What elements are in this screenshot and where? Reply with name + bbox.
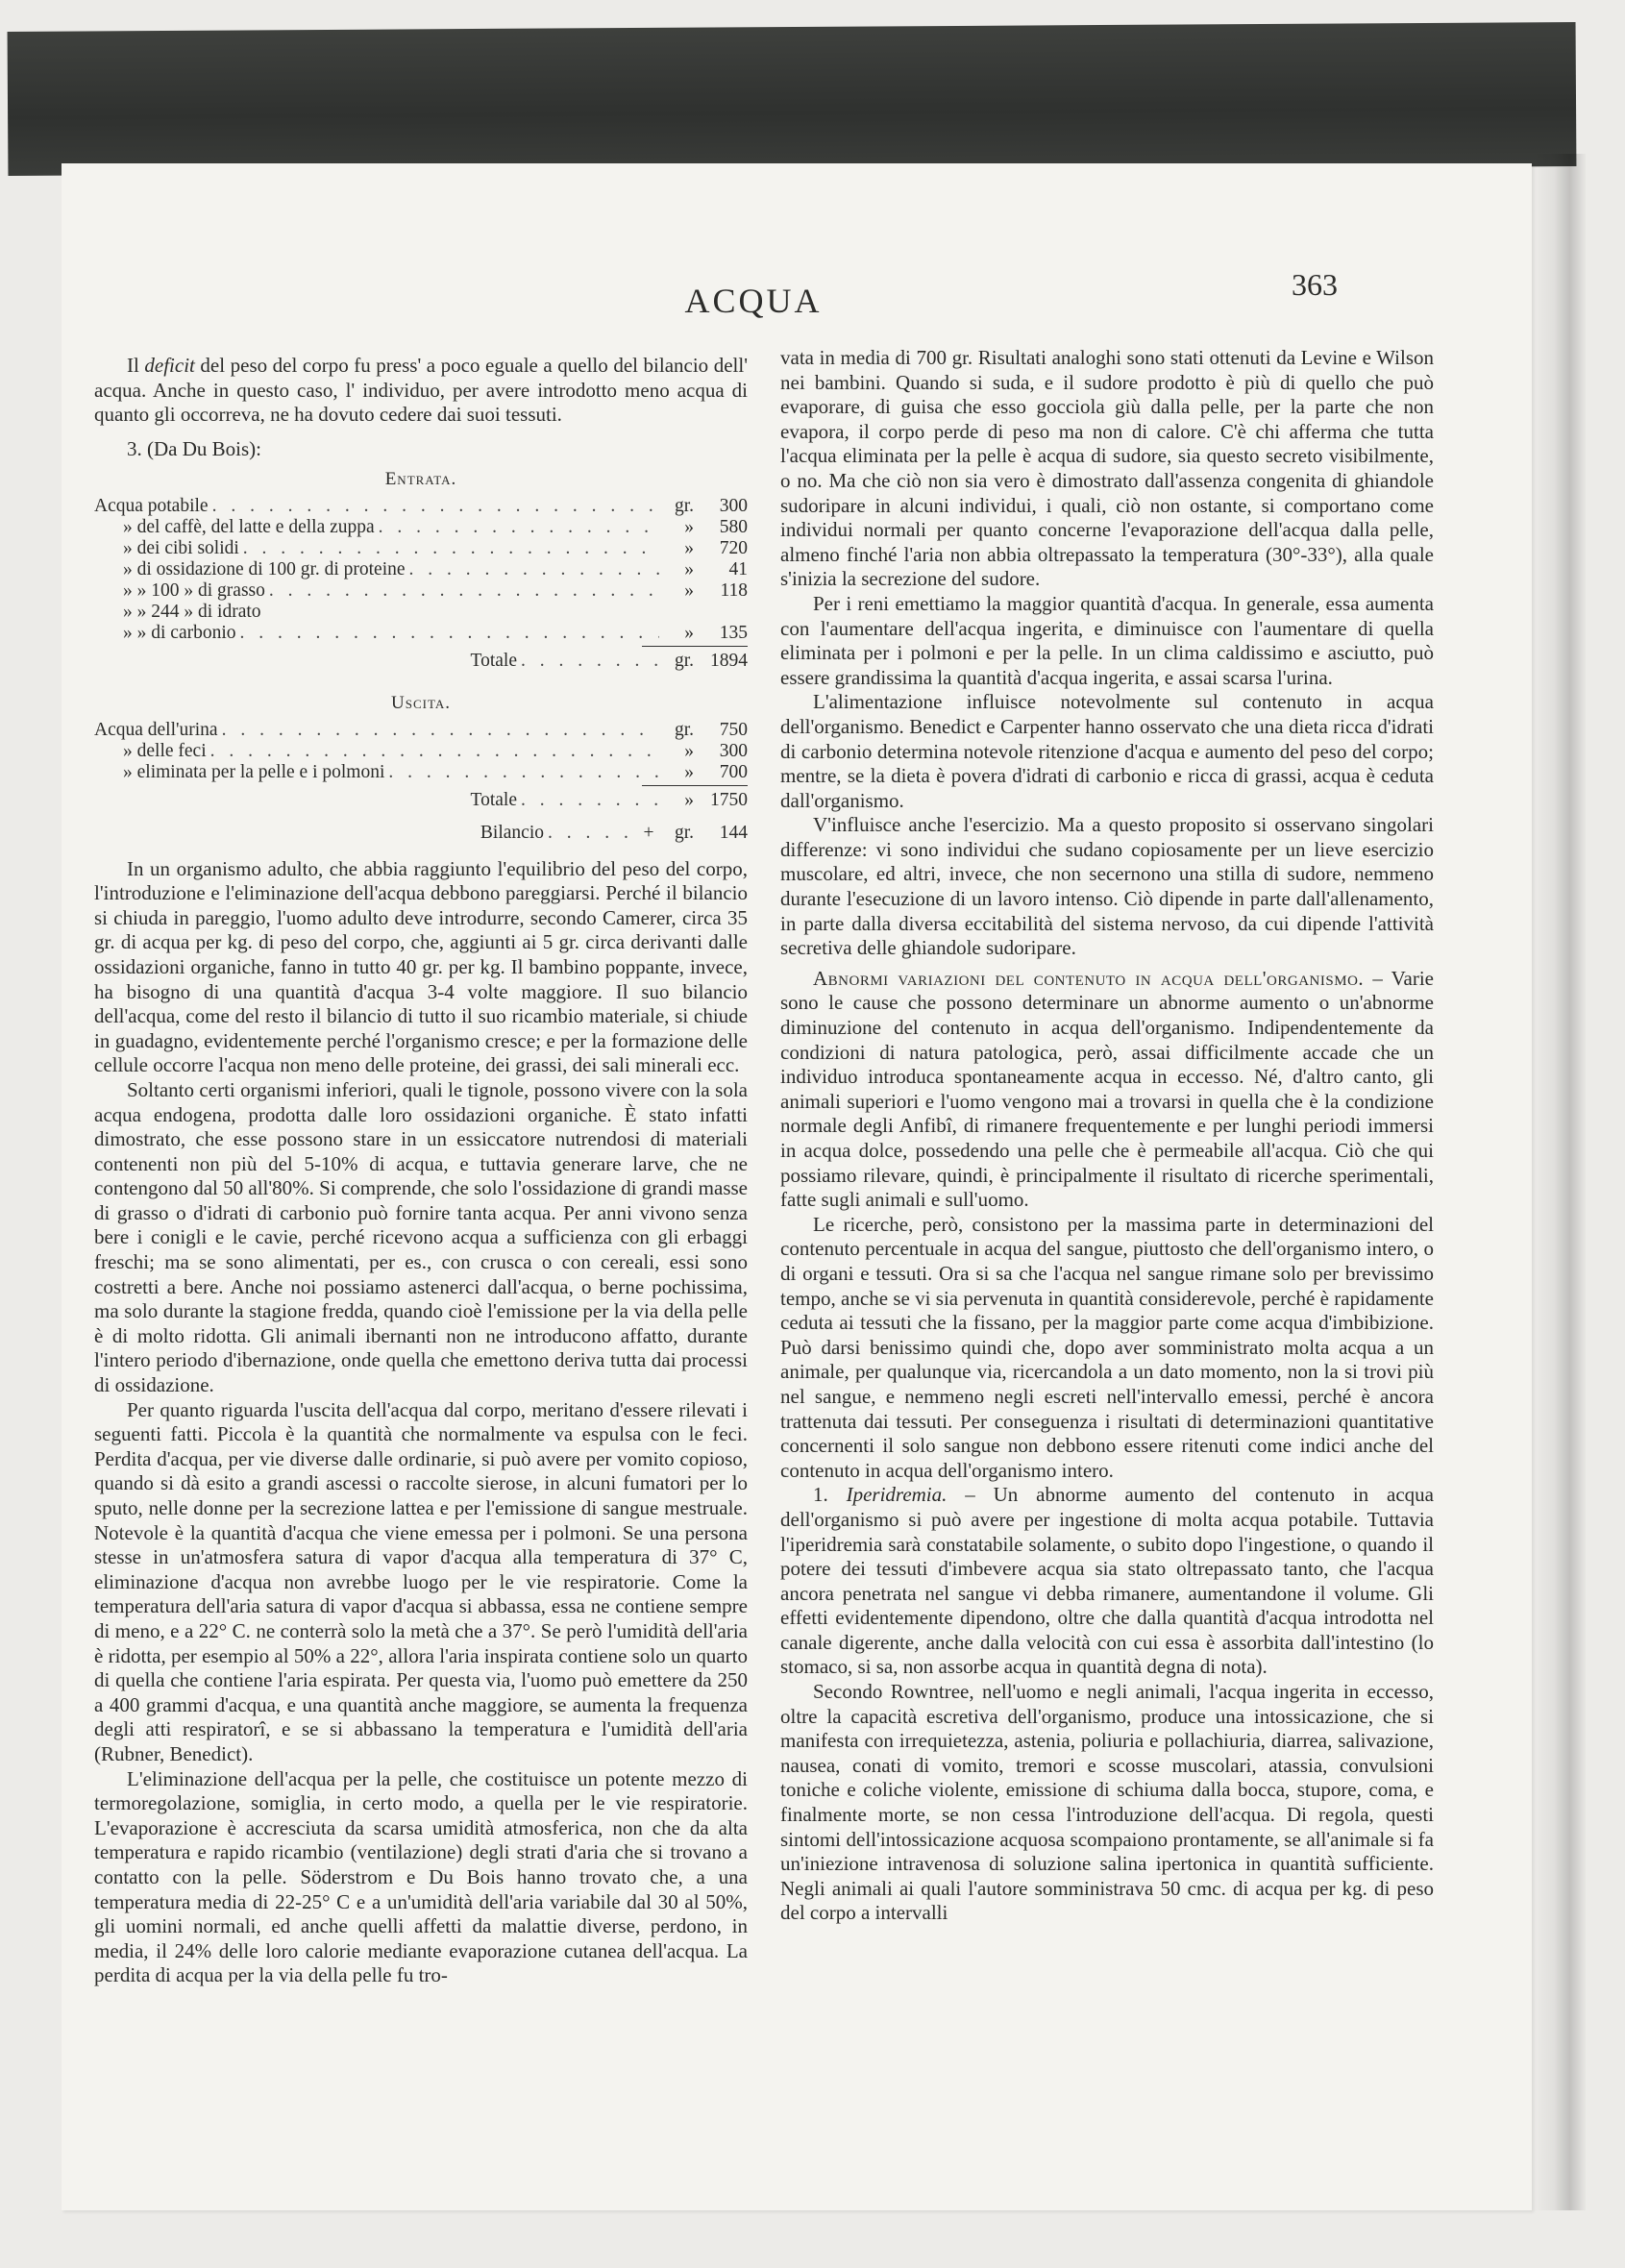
row-label: Acqua potabile: [94, 495, 209, 516]
table-row: [94, 762, 748, 783]
intro-after: del peso del corpo fu press' a poco eguale a quello del bilancio dell' acqua. Anche in questo caso, l' individuo, per avere introdotto meno acqua di quanto gli occorreva, ne ha dovuto cedere dai suoi tessuti.: [94, 354, 748, 427]
balance-row: [94, 823, 748, 844]
row-value: 300: [719, 495, 748, 516]
scanner-shadow-bar: [8, 22, 1577, 176]
entrata-heading: Entrata.: [384, 469, 457, 490]
balance-value: 144: [719, 822, 748, 843]
row-unit: »: [684, 579, 694, 601]
subsection-text: – Un abnorme aumento del contenuto in acqua dell'organismo si può avere per ingestione di molta acqua potabile. Tuttavia l'iperidremia sarà constatabile solamente, o subito dopo l'ingestione, o quando il potere dei tessuti d'imbevere acqua sia stato oltrepassato tanto, che l'acqua ancora penetrata nel sangue vi debba rimanere, aumentandone il volume. Gli effetti evidentemente dipendono, oltre che dalla quantità d'acqua introdotta nel canale digerente, anche dalla velocità con cui essa è assorbita dall'intestino (lo stomaco, si sa, non assorbe acqua in quantità degna di nota).: [780, 1483, 1434, 1679]
left-column: [94, 354, 748, 1988]
total-unit: gr.: [674, 650, 694, 671]
paragraph: Per quanto riguarda l'uscita dell'acqua dal corpo, meritano d'essere rilevati i seguenti fatti. Piccola è la quantità che normalmente va espulsa con le feci. Perdita d'acqua, per vie diverse dalle ordinarie, si può avere per vomito copioso, quando si dà esito a grandi ascessi o raccolte sierose, in alcuni fumatori per lo sputo, nelle donne per la secrezione lattea e per l'emissione di sangue mestruale. Notevole è la quantità d'acqua che viene emessa per i polmoni. Se una persona stesse in un'atmosfera satura di vapor d'acqua alla temperatura di 37° C, eliminazione d'acqua non avrebbe luogo per le vie respiratorie. Come la temperatura dell'aria satura di vapor d'acqua si abbassa, essa ne contiene sempre di meno, e a 22° C. ne conterrà solo la metà che a 37°. Se però l'umidità dell'aria è ridotta, per esempio al 50% a 22°, allora l'aria inspirata contiene solo un quarto di quella che contiene l'aria espirata. Per questa via, l'uomo può emettere da 250 a 400 grammi d'acqua, e una quantità anche maggiore, se aumenta la frequenza degli atti respiratorî, e se si abbassano la temperatura e l'umidità dell'aria (Rubner, Benedict).: [94, 1397, 748, 1765]
page-edge-shadow: [1533, 154, 1586, 2210]
section-paragraph: [780, 967, 1434, 1213]
paragraph: L'eliminazione dell'acqua per la pelle, che costituisce un potente mezzo di termoregolazione, somiglia, in certo modo, a quella per le vie respiratorie. L'evaporazione è accresciuta da scarsa umidità atmosferica, non che da alta temperatura e rapido ricambio (ventilazione) degli strati d'aria che si trovano a contatto con la pelle. Söderstrom e Du Bois hanno trovato che, a una temperatura media di 22-25° C e a un'umidità dell'aria variabile dal 30 al 50%, gli uomini normali, ed anche quelli affetti da malattie diverse, perdono, in media, il 24% delle loro calorie mediante evaporazione cutanea dell'acqua. La perdita di acqua per la via della pelle fu tro-: [94, 1766, 748, 1987]
table-row: [94, 496, 748, 517]
table-row: [94, 538, 748, 559]
iperidremia-paragraph: [780, 1483, 1434, 1680]
book-page: [62, 163, 1532, 2210]
page-number: 363: [1292, 267, 1338, 302]
row-unit: »: [684, 516, 694, 537]
balance-unit: gr.: [674, 822, 694, 843]
section-text: – Varie sono le cause che possono determinare un abnorme aumento o un'abnorme diminuzione del contenuto in acqua dell'organismo. Indipendentemente da condizioni di natura patologica, però, assai difficilmente accade che un individuo introduca spontaneamente acqua in eccesso. Né, d'altro canto, gli animali superiori e l'uomo vengono mai a trovarsi in quella che è la condizione normale degli Anfibî, di rimanere frequentemente e per lunghi periodi immersi in acqua dolce, possedendo una pelle che è permeabile all'acqua. Ciò che qui possiamo rilevare, quindi, è principalmente il risultato di ricerche sperimentali, fatte sugli animali e sull'uomo.: [780, 966, 1434, 1212]
running-title: ACQUA: [684, 282, 823, 320]
balance-sign: +: [643, 822, 654, 843]
total-value: 1894: [710, 650, 748, 671]
case-label: 3. (Da Du Bois):: [127, 436, 261, 460]
entrata-table: [94, 496, 748, 672]
row-unit: »: [684, 558, 694, 579]
row-label: » del caffè, del latte e della zuppa: [123, 516, 375, 537]
row-unit: »: [684, 740, 694, 761]
paragraph: Soltanto certi organismi inferiori, quali le tignole, possono vivere con la sola acqua endogena, prodotta dalle loro ossidazioni organiche. È stato infatti dimostrato, che esse possono stare in un essiccatore nutrendosi di materiali contenenti non più del 5-10% di acqua, e tuttavia generare larve, che ne contengono dal 50 all'80%. Si comprende, che solo l'ossidazione di grandi masse di grasso o d'idrati di carbonio può fornire tanta acqua. Per anni vivono senza bere i conigli e le cavie, perché ricevono acqua a sufficienza con gli erbaggi freschi; ma se sono alimentati, per es., con crusca o con cereali, essi sono costretti a bere. Anche noi possiamo astenerci dall'acqua, o berne pochissima, ma solo durante la stagione fredda, quando cioè l'emissione per la via della pelle è di molto ridotta. Gli animali ibernanti non ne introducono affatto, durante l'intero periodo d'ibernazione, onde quella che emettono deriva tutta dai processi di ossidazione.: [94, 1077, 748, 1397]
table-row: [94, 623, 748, 644]
total-label: Totale: [470, 789, 517, 810]
subsection-title: Iperidremia.: [846, 1483, 948, 1507]
row-value: 300: [719, 740, 748, 761]
table-row: [94, 580, 748, 602]
table-row: [94, 517, 748, 538]
page-content: [81, 163, 1484, 2210]
table-row: [94, 741, 748, 762]
row-unit: gr.: [674, 719, 694, 740]
right-column: [780, 346, 1434, 1926]
paragraph: Per i reni emettiamo la maggior quantità d'acqua. In generale, essa aumenta con l'aumentare dell'acqua ingerita, e diminuisce con l'aumentare di quella eliminata per i polmoni e per la pelle. In un clima caldissimo e asciutto, può essere grandissima la quantità d'acqua ingerita, e assai scarsa l'urina.: [780, 591, 1434, 689]
entrata-total-row: [94, 651, 748, 672]
row-value: 750: [719, 719, 748, 740]
row-unit: gr.: [674, 495, 694, 516]
total-unit: »: [684, 789, 694, 810]
row-label: » di ossidazione di 100 gr. di proteine: [123, 558, 406, 579]
row-value: 41: [728, 558, 748, 579]
table-row: [94, 559, 748, 580]
row-unit: »: [684, 761, 694, 782]
section-heading: Abnormi variazioni del contenuto in acqua dell'organismo.: [813, 966, 1365, 990]
intro-paragraph: [94, 354, 748, 428]
row-unit: »: [684, 622, 694, 643]
row-value: 580: [719, 516, 748, 537]
uscita-table: [94, 720, 748, 844]
balance-label: Bilancio: [480, 822, 544, 843]
paragraph: vata in media di 700 gr. Risultati analoghi sono stati ottenuti da Levine e Wilson nei bambini. Quando si suda, e il sudore prodotto è più di quello che può evaporare, di guisa che esso gocciola giù dalla pelle, per la parte che non evapora, il corpo perde di peso ma non di calore. C'è chi afferma che tutta l'acqua eliminata per la pelle è acqua di sudore, sia questo secreto visibilmente, o no. Ma che ciò non sia vero è dimostrato dall'assenza congenita di ghiandole sudoripare in alcuni individui, i quali, ciò non ostante, si comportano come individui normali per quanto concerne l'evaporazione dell'acqua dalla pelle, almeno finché l'aria non abbia oltrepassato la temperatura (30°-33°), alla quale s'inizia la secrezione del sudore.: [780, 346, 1434, 591]
table-row: [94, 602, 748, 623]
paragraph: In un organismo adulto, che abbia raggiunto l'equilibrio del peso del corpo, l'introduzione e l'eliminazione dell'acqua debbono pareggiarsi. Perché il bilancio si chiuda in pareggio, l'uomo adulto deve introdurre, secondo Camerer, circa 35 gr. di acqua per kg. di peso del corpo, che, aggiunti ai 5 gr. circa derivanti dalle ossidazioni organiche, fanno in tutto 40 gr. per kg. Il bambino poppante, invece, ha bisogno di una quantità d'acqua 3-4 volte maggiore. Il suo bilancio dell'acqua, come del resto il bilancio di tutto il suo ricambio materiale, si chiude in guadagno, evidentemente perché l'organismo cresce; e per la formazione delle cellule occorre l'acqua non meno delle proteine, dei grassi, dei sali minerali ecc.: [94, 856, 748, 1077]
row-value: 720: [719, 537, 748, 558]
subsection-number: 1.: [813, 1483, 847, 1507]
paragraph: L'alimentazione influisce notevolmente sul contenuto in acqua dell'organismo. Benedict e Carpenter hanno osservato che una dieta ricca d'idrati di carbonio determina notevole ritenzione d'acqua e aumento del peso del corpo; mentre, se la dieta è povera d'idrati di carbonio e ricca di grassi, acqua è ceduta dall'organismo.: [780, 690, 1434, 812]
table-row: [94, 720, 748, 741]
row-label: Acqua dell'urina: [94, 719, 218, 740]
paragraph: V'influisce anche l'esercizio. Ma a questo proposito si osservano singolari differenze: vi sono individui che sudano copiosamente per un lieve esercizio muscolare, ed altri, invece, che non secernono una stilla di sudore, nemmeno durante l'esecuzione di un lavoro intenso. Ciò dipende in parte dall'allenamento, in parte dalla diversa eccitabilità del sistema nervoso, da cui dipende l'attività secretiva delle ghiandole sudoripare.: [780, 813, 1434, 960]
row-value: 135: [719, 622, 748, 643]
row-label: » » 244 » di idrato: [123, 601, 261, 622]
intro-italic: deficit: [144, 354, 195, 377]
row-label: » » 100 » di grasso: [123, 579, 265, 601]
sum-rule: [642, 646, 748, 647]
row-label: » delle feci: [123, 740, 207, 761]
paragraph: Secondo Rowntree, nell'uomo e negli animali, l'acqua ingerita in eccesso, oltre la capacità escretiva dell'organismo, produce una intossicazione, che si manifesta con irrequietezza, astenia, poliuria e pollachiuria, diarrea, salivazione, nausea, conati di vomito, tremori e scosse muscolari, atassia, convulsioni toniche e coliche violente, emissione di schiuma dalla bocca, stupore, coma, e finalmente morte, se non cessa l'introduzione dell'acqua. Di regola, questi sintomi dell'intossicazione acquosa scompaiono prontamente, se all'animale si fa un'iniezione intravenosa di soluzione salina ipertonica in quantità sufficiente. Negli animali ai quali l'autore somministrava 50 cmc. di acqua per kg. di peso del corpo a intervalli: [780, 1680, 1434, 1925]
row-unit: »: [684, 537, 694, 558]
row-label: » eliminata per la pelle e i polmoni: [123, 761, 385, 782]
row-label: » dei cibi solidi: [123, 537, 239, 558]
row-value: 118: [720, 579, 748, 601]
row-label: » » di carbonio: [123, 622, 236, 643]
total-label: Totale: [470, 650, 517, 671]
row-value: 700: [719, 761, 748, 782]
uscita-heading: Uscita.: [391, 692, 451, 713]
sum-rule: [642, 785, 748, 786]
paragraph: Le ricerche, però, consistono per la massima parte in determinazioni del contenuto percentuale in acqua del sangue, piuttosto che dell'organismo intero, o di organi e tessuti. Ora si sa che l'acqua nel sangue rimane solo per brevissimo tempo, anche se vi sia pervenuta in quantità considerevole, perché è rapidamente ceduta ai tessuti che la fissano, per la maggior parte come acqua d'imbibizione. Può darsi benissimo quindi che, dopo aver somministrato molta acqua a un animale, per qualunque via, ricercandola a un dato momento, non la si trovi più nel sangue, e nemmeno negli escreti nell'intervallo emessi, perché è ancora trattenuta dai tessuti. Per conseguenza i risultati di determinazioni quantitative concernenti il solo sangue non debbono essere ritenuti come indici anche del contenuto in acqua dell'organismo intero.: [780, 1212, 1434, 1482]
intro-before: Il: [127, 354, 145, 377]
total-value: 1750: [710, 789, 748, 810]
uscita-total-row: [94, 790, 748, 811]
